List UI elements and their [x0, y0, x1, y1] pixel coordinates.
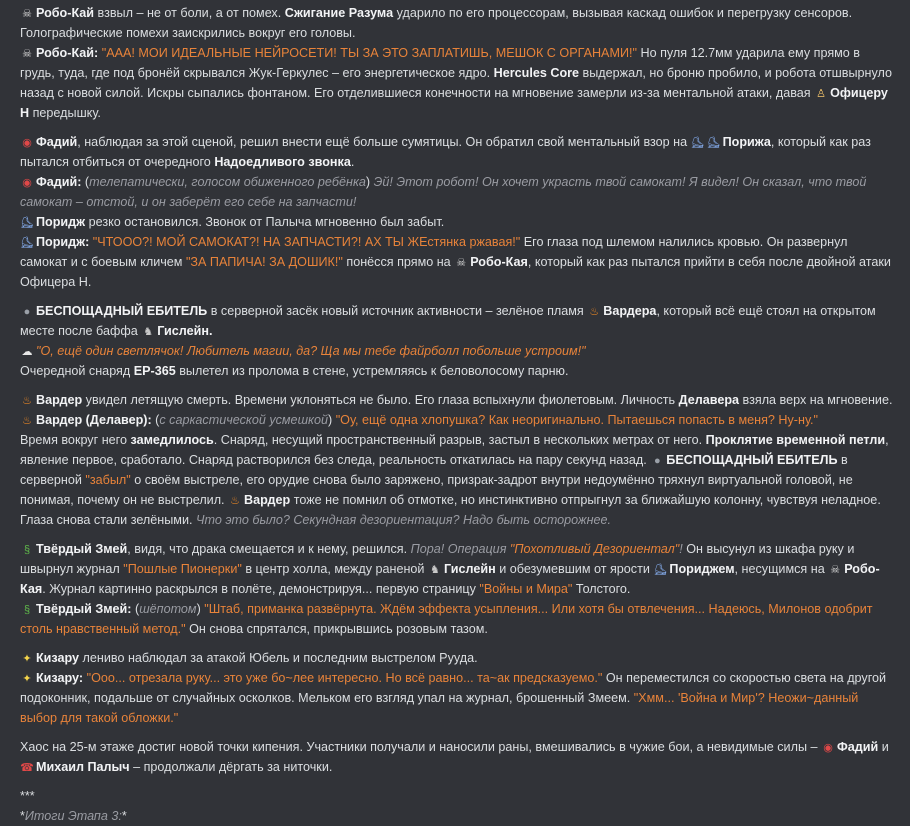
plain-text: – продолжали дёргать за ниточки. — [129, 760, 333, 774]
bold-text: Делавера — [678, 393, 740, 407]
bold-text: Hercules Core — [493, 66, 580, 80]
skateboard-icon: ⛸ — [20, 237, 34, 249]
plain-text: Очередной снаряд — [20, 364, 134, 378]
plain-text: Хаос на 25-м этаже достиг новой точки кипения. Участники получали и наносили раны, вмешивались в чужие бои, а невидимые силы – — [20, 740, 821, 754]
quote-text: "Ооо... отрезала руку... это уже бо~лее интересно. Но всё равно... та~ак предсказуемо." — [86, 671, 603, 685]
quote-text: "Хмм... 'Война и Мир'? Неожи~данный выбор для такой обложки." — [20, 691, 859, 725]
bold-text: Сжигание Разума — [284, 6, 394, 20]
bold-text: Фадий — [837, 740, 879, 754]
italic-text: ! — [679, 542, 683, 556]
fire-icon: ♨ — [22, 395, 32, 407]
plain-text: понёсся прямо на — [342, 255, 455, 269]
skateboard-icon: ⛸ — [690, 137, 705, 149]
quote-text: "Войны и Мира" — [479, 582, 573, 596]
italic-text: Что это было? Секундная дезориентация? Надо быть осторожнее. — [196, 513, 612, 527]
plain-text: в центр холла, между раненой — [241, 562, 428, 576]
eye-icon: ◉ — [22, 177, 32, 189]
bold-text: Кизару: — [36, 671, 84, 685]
plain-text: ) — [365, 175, 374, 189]
message-line — [20, 43, 896, 123]
skateboard-icon: ⛸ — [706, 137, 721, 149]
plain-text: выдержал, но броню пробило, и робота отшвырнуло назад с новой силой. Искры сыпались фонтаном. Его отделившиеся конечности на мгновение замерли из-за ментальной атаки, давая — [20, 66, 893, 100]
italic-text: Итоги Этапа 3: — [24, 809, 122, 823]
plain-text: * — [121, 809, 127, 823]
message-line — [20, 599, 896, 639]
bold-text: EP-365 — [133, 364, 176, 378]
plain-text: , который как раз пытался прийти в себя после двойной атаки Офицера Н. — [20, 255, 891, 289]
skull-icon: ☠ — [456, 257, 467, 269]
plain-text: . — [350, 155, 355, 169]
plain-text: вылетел из пролома в стене, устремляясь к беловолосому парню. — [175, 364, 569, 378]
eye-icon: ◉ — [22, 137, 32, 149]
plain-text: , который всё ещё стоял на открытом месте после баффа — [20, 304, 876, 338]
quote-text: "ЧТООО?! МОЙ САМОКАТ?! НА ЗАПЧАСТИ?! АХ ТЫ ЖЕстянка ржавая!" — [92, 235, 521, 249]
bold-text: Надоедливого звонка — [214, 155, 351, 169]
message-line — [20, 786, 896, 806]
bold-text: Робо-Кая — [470, 255, 528, 269]
italic-text: телепатически, голосом обиженного ребёнка — [89, 175, 366, 189]
italic-text: шёпотом — [139, 602, 197, 616]
message-line — [20, 341, 896, 361]
plain-text: , наблюдая за этой сценой, решил внести ещё больше сумятицы. Он обратил свой ментальный взор на — [77, 135, 691, 149]
quote-text: "О, ещё один светлячок! Любитель магии, да? Ща мы тебе файрболл побольше устроим!" — [36, 344, 586, 358]
message-paragraph — [20, 3, 896, 123]
message-line — [20, 648, 896, 668]
bold-text: Робо-Кай — [36, 6, 95, 20]
cat-icon: ♞ — [430, 564, 440, 576]
message-line — [20, 301, 896, 341]
bold-text: Вардер — [36, 393, 83, 407]
bold-text: Михаил Палыч — [36, 760, 130, 774]
message-line — [20, 132, 896, 172]
message-paragraph — [20, 301, 896, 381]
bold-text: Поридж — [36, 215, 86, 229]
plain-text: ( — [151, 413, 160, 427]
police-officer-icon: ♙ — [816, 88, 827, 100]
bold-text: Робо-Кай: — [36, 46, 99, 60]
message-paragraph — [20, 390, 896, 530]
plain-text: ( — [131, 602, 140, 616]
message-paragraph — [20, 132, 896, 292]
bold-text: Порижа — [722, 135, 771, 149]
message-line — [20, 539, 896, 599]
fire-icon: ♨ — [589, 306, 600, 318]
message-line — [20, 390, 896, 410]
plain-text: Он переместился со скоростью света на другой подоконник, подальше от случайных осколков. Мельком его взгляд упал на журнал, брошенный Змеем. — [20, 671, 887, 705]
skull-icon: ☠ — [22, 8, 32, 20]
telephone-icon: ☎ — [20, 762, 34, 774]
plain-text: взяла верх на мгновение. — [739, 393, 893, 407]
message-line — [20, 410, 896, 430]
plain-text: резко остановился. Звонок от Палыча мгновенно был забыт. — [85, 215, 445, 229]
message-line — [20, 806, 896, 826]
quote-text: "Пошлые Пионерки" — [123, 562, 242, 576]
bold-text: замедлилось — [130, 433, 214, 447]
bold-text: Вардер — [244, 493, 291, 507]
plain-text: , видя, что драка смещается и к нему, решился. — [127, 542, 411, 556]
plain-text: ) — [327, 413, 336, 427]
message-line — [20, 668, 896, 728]
italic-text: Пора! Операция — [410, 542, 510, 556]
bold-text: Твёрдый Змей: — [36, 602, 132, 616]
bold-text: Гислейн. — [157, 324, 213, 338]
quote-text: "ЗА ПАПИЧА! ЗА ДОШИК!" — [185, 255, 343, 269]
plain-text: увидел летящую смерть. Времени уклоняться не было. Его глаза вспыхнули фиолетовым. Личность — [82, 393, 679, 407]
message-paragraph — [20, 786, 896, 826]
sparkles-icon: ✦ — [22, 673, 32, 685]
quote-text: "ААА! МОИ ИДЕАЛЬНЫЕ НЕЙРОСЕТИ! ТЫ ЗА ЭТО ЗАПЛАТИШЬ, МЕШОК С ОРГАНАМИ!" — [101, 46, 637, 60]
plain-text: , явление первое, сработало. Снаряд растворился без следа, реальность откатилась на пару секунд назад. — [20, 433, 889, 467]
skull-icon: ☠ — [22, 48, 32, 60]
ghost-icon: ☁ — [21, 346, 33, 358]
sparkles-icon: ✦ — [22, 653, 32, 665]
bold-text: Робо-Кая — [20, 562, 880, 596]
fire-icon: ♨ — [22, 415, 32, 427]
bold-text: БЕСПОЩАДНЫЙ ЕБИТЕЛЬ — [666, 453, 838, 467]
plain-text: ) — [196, 602, 205, 616]
plain-text: , который как раз пытался отбиться от очередного — [20, 135, 871, 169]
plain-text: Он снова спрятался, прикрывшись розовым тазом. — [185, 622, 488, 636]
plain-text: Его глаза под шлемом налились кровью. Он развернул самокат и с боевым кличем — [20, 235, 848, 269]
plain-text: и — [878, 740, 889, 754]
quote-text: "Оу, ещё одна хлопушка? Как неоригинально. Пытаешься попасть в меня? Ну-ну." — [335, 413, 818, 427]
plain-text: . Журнал картинно раскрылся в полёте, демонстрируя... первую страницу — [42, 582, 480, 596]
bold-text: БЕСПОЩАДНЫЙ ЕБИТЕЛЬ — [36, 304, 208, 318]
plain-text: , несущимся на — [734, 562, 829, 576]
message-paragraph — [20, 648, 896, 728]
italic-text: с саркастической усмешкой — [159, 413, 328, 427]
bomb-icon: ● — [653, 455, 661, 467]
bomb-icon: ● — [23, 306, 31, 318]
plain-text: Но пуля 12.7мм ударила ему прямо в грудь, туда, где под бронёй скрывался Жук-Геркулес – его энергетическое ядро. — [20, 46, 860, 80]
bold-text: Офицеру Н — [20, 86, 888, 120]
snake-icon: § — [23, 604, 31, 616]
plain-text: ударило по его процессорам, вызывая каскад ошибок и перегрузку сенсоров. Голографические помехи заискрились вокруг его головы. — [20, 6, 853, 40]
bold-text: Поридж: — [36, 235, 90, 249]
cat-icon: ♞ — [143, 326, 154, 338]
message-line — [20, 361, 896, 381]
plain-text: и обезумевшим от ярости — [495, 562, 654, 576]
bold-text: Твёрдый Змей — [36, 542, 128, 556]
plain-text: Он высунул из шкафа руку и швырнул журнал — [20, 542, 855, 576]
quote-text: "забыл" — [85, 473, 131, 487]
bold-text: Вардера — [603, 304, 657, 318]
skull-icon: ☠ — [830, 564, 841, 576]
bold-text: Гислейн — [443, 562, 496, 576]
plain-text: тоже не помнил об отмотке, но инстинктивно отпрыгнул за ближайшую колонну, чувствуя неладное. Глаза снова стали зелёными. — [20, 493, 881, 527]
message-paragraph — [20, 737, 896, 777]
bold-text: Кизару — [36, 651, 80, 665]
bold-text: Фадий — [36, 135, 78, 149]
message-line — [20, 232, 896, 292]
bold-text: Вардер (Делавер): — [36, 413, 152, 427]
plain-text: . Снаряд, несущий пространственный разрыв, застыл в нескольких метрах от него. — [213, 433, 706, 447]
message-line — [20, 212, 896, 232]
plain-text: *** — [20, 789, 35, 803]
bold-text: Пориджем — [669, 562, 735, 576]
message-paragraph — [20, 539, 896, 639]
quote-text: "Штаб, приманка развёрнута. Ждём эффекта усыпления... Или хотя бы отвлечения... Надеюсь, Милонов одобрит столь нравственный метод." — [20, 602, 873, 636]
bold-text: Проклятие временной петли — [705, 433, 886, 447]
message-line — [20, 737, 896, 777]
plain-text: взвыл – не от боли, а от помех. — [94, 6, 285, 20]
skateboard-icon: ⛸ — [20, 217, 34, 229]
plain-text: Время вокруг него — [20, 433, 131, 447]
plain-text: * — [20, 809, 25, 823]
plain-text: Толстого. — [572, 582, 631, 596]
plain-text: в серверной — [20, 453, 848, 487]
message-line — [20, 172, 896, 212]
skateboard-icon: ⛸ — [653, 564, 668, 576]
eye-icon: ◉ — [823, 742, 833, 754]
italic-text: Эй! Этот робот! Он хочет украсть твой самокат! Я видел! Он сказал, что твой самокат – отстой, и он заберёт его себе на запчасти! — [20, 175, 867, 209]
quote-text: "Похотливый Дезориентал" — [509, 542, 680, 556]
plain-text: ( — [81, 175, 90, 189]
bold-text: Фадий: — [36, 175, 82, 189]
plain-text: лениво наблюдал за атакой Юбель и последним выстрелом Рууда. — [79, 651, 478, 665]
message-line — [20, 430, 896, 530]
plain-text: передышку. — [29, 106, 101, 120]
plain-text: о своём выстреле, его орудие снова было заряжено, призрак-задрот внутри недоумённо тряхнул виртуальной головой, не понимая, почему он не выстрелил. — [20, 473, 853, 507]
fire-icon: ♨ — [230, 495, 240, 507]
plain-text: в серверной засёк новый источник активности – зелёное пламя — [207, 304, 588, 318]
snake-icon: § — [23, 544, 31, 556]
message-line — [20, 3, 896, 43]
